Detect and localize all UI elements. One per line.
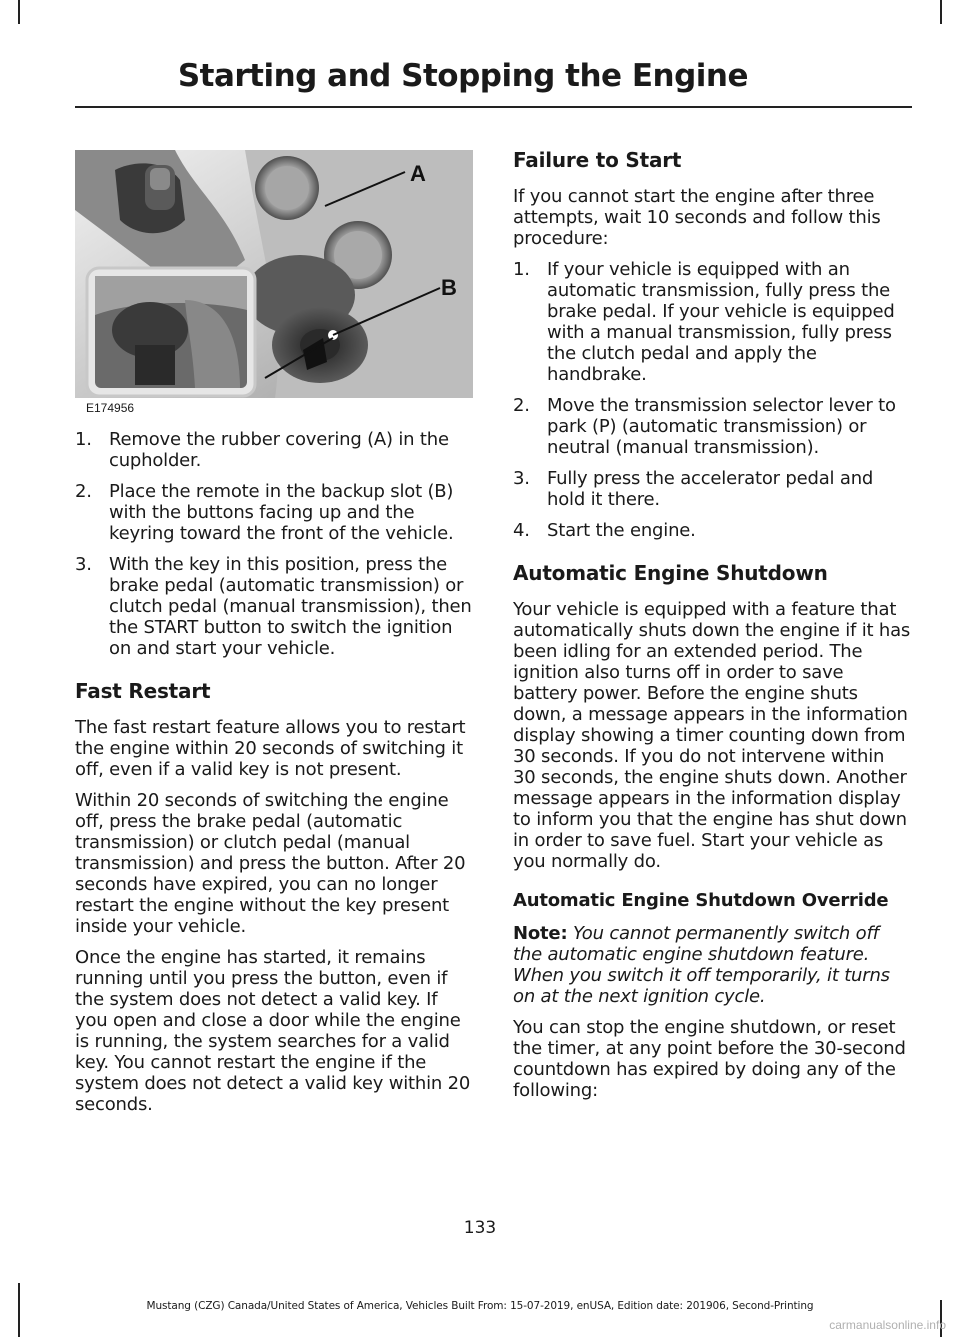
heading-failure-to-start: Failure to Start [513, 148, 682, 172]
note-label: Note: [513, 923, 568, 944]
list-item: 2. Place the remote in the backup slot (B) with the buttons facing up and the keyring toward the front of the vehicle. [75, 481, 454, 544]
page-number: 133 [463, 1218, 497, 1238]
list-item: 1. Remove the rubber covering (A) in the cupholder. [75, 429, 449, 471]
list-item: 3. With the key in this position, press the brake pedal (automatic transmission) or clutch pedal (manual transmission), then the START button to switch the ignition on and start your vehicle. [75, 554, 472, 659]
callout-b: B [441, 275, 457, 300]
cupholder-illustration [75, 150, 473, 398]
figure-code: E174956 [86, 401, 135, 415]
footer-edition-line: Mustang (CZG) Canada/United States of America, Vehicles Built From: 15-07-2019, enUSA, Edition date: 201906, Second-Printing [146, 1300, 814, 1312]
paragraph: Once the engine has started, it remains running until you press the button, even if the system does not detect a valid key. If you open and close a door while the engine is running, the system searches for a valid key. You cannot restart the engine if the system does not detect a valid key within 20 seconds. [75, 947, 471, 1115]
page-title: Starting and Stopping the Engine [177, 58, 748, 94]
paragraph: You can stop the engine shutdown, or reset the timer, at any point before the 30-second countdown has expired by doing any of the following: [513, 1017, 906, 1101]
heading-shutdown-override: Automatic Engine Shutdown Override [513, 890, 889, 911]
paragraph: Your vehicle is equipped with a feature that automatically shuts down the engine if it has been idling for an extended period. The ignition also turns off in order to save battery power. Before the engine shuts down, a message appears in the information display showing a timer counting down from 30 seconds. If you do not intervene within 30 seconds, the engine shuts down. Another message appears in the information display to inform you that the engine has shut down in order to save fuel. Start your vehicle as you normally do. [513, 599, 911, 872]
note [513, 923, 911, 1007]
header-rule [75, 106, 912, 108]
callout-a: A [410, 161, 426, 186]
note-text: You cannot permanently switch off the automatic engine shutdown feature. When you switch it off temporarily, it turns on at the next ignition cycle. [513, 923, 890, 1007]
heading-fast-restart: Fast Restart [75, 679, 211, 703]
paragraph: The fast restart feature allows you to restart the engine within 20 seconds of switching it off, even if a valid key is not present. [75, 717, 466, 780]
backup-slot-steps [75, 429, 473, 659]
paragraph: Within 20 seconds of switching the engine off, press the brake pedal (automatic transmission) or clutch pedal (manual transmission) and press the button. After 20 seconds have expired, you can no longer restart the engine without the key present inside your vehicle. [75, 790, 466, 937]
paragraph: If you cannot start the engine after three attempts, wait 10 seconds and follow this procedure: [513, 186, 881, 249]
list-item: 1. If your vehicle is equipped with an automatic transmission, fully press the brake pedal. If your vehicle is equipped with a manual transmission, fully press the clutch pedal and apply the handbrake. [513, 259, 895, 385]
left-column [75, 150, 473, 1125]
crop-mark-top-left [18, 0, 20, 24]
list-item: 2. Move the transmission selector lever to park (P) (automatic transmission) or neutral (manual transmission). [513, 395, 896, 458]
crop-mark-top-right [940, 0, 942, 24]
watermark: carmanualsonline.info [829, 1318, 946, 1332]
list-item: 4. Start the engine. [513, 520, 696, 541]
list-item: 3. Fully press the accelerator pedal and hold it there. [513, 468, 874, 510]
failure-steps [513, 259, 911, 541]
cupholder-figure [75, 150, 473, 415]
heading-automatic-engine-shutdown: Automatic Engine Shutdown [513, 561, 828, 585]
right-column [513, 150, 911, 1111]
